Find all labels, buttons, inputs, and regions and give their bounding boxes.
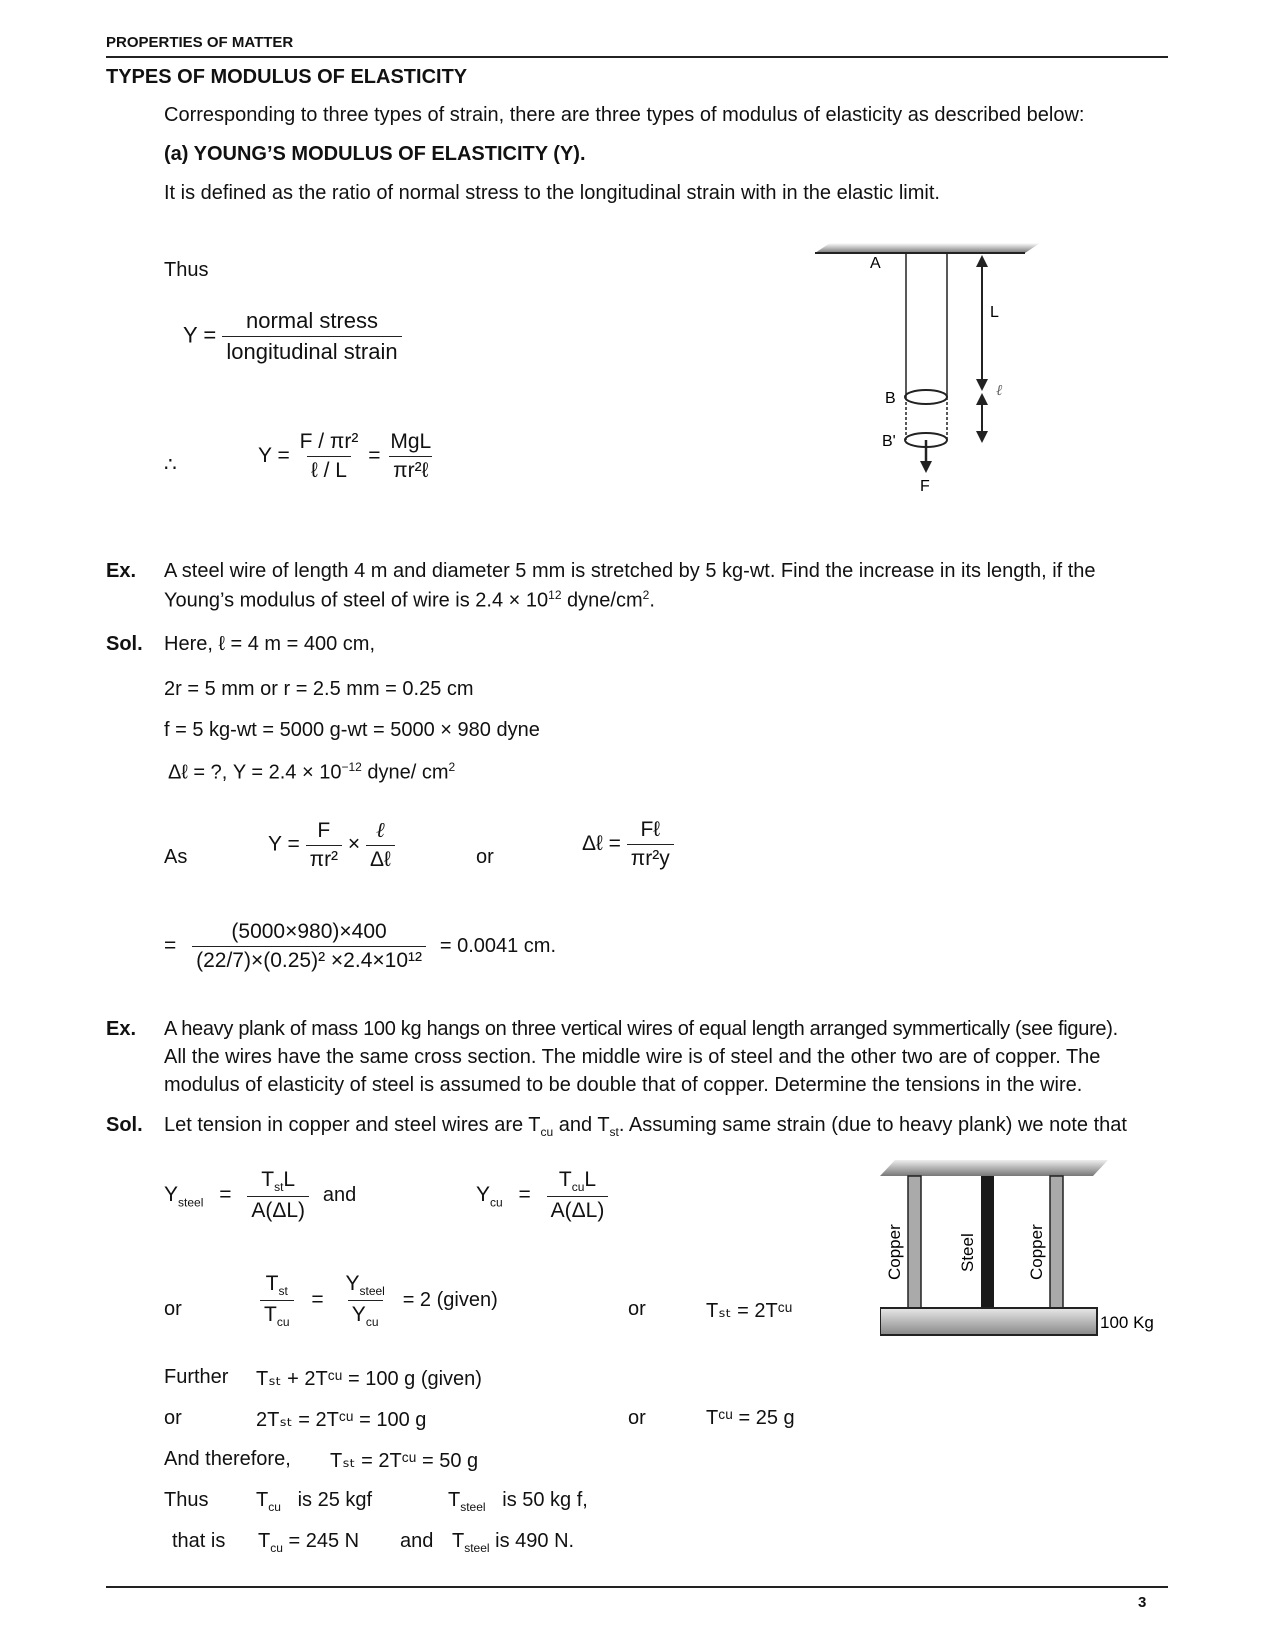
- subscript: st: [274, 1180, 284, 1195]
- label-F: F: [920, 478, 930, 495]
- text: . Assuming same strain (due to heavy plank) we note that: [618, 1114, 1127, 1136]
- eq-equals: =: [518, 1183, 531, 1207]
- solution-label: Sol.: [106, 633, 143, 655]
- text: L: [584, 1168, 597, 1191]
- exponent: −12: [341, 760, 362, 774]
- text: is 490 N.: [495, 1530, 575, 1552]
- subscript: cu: [540, 1125, 554, 1139]
- label-L: L: [990, 304, 999, 321]
- eq-denominator: Δℓ: [366, 845, 395, 872]
- eq-lhs: Δℓ =: [582, 832, 621, 856]
- header-rule: [106, 56, 1168, 58]
- eq-denominator: longitudinal strain: [222, 336, 401, 365]
- example2-line2: All the wires have the same cross section. The middle wire is of steel and the other two are of copper. The: [164, 1046, 1101, 1068]
- or-label: or: [628, 1298, 646, 1320]
- solution-label: Sol.: [106, 1114, 143, 1136]
- tension-copper-newton: $T_{cu} = 245$ N: [258, 1530, 360, 1555]
- copper-label-right: Copper: [1027, 1224, 1046, 1280]
- text: Let tension in copper and steel wires are T: [164, 1114, 541, 1136]
- example-label: Ex.: [106, 1018, 137, 1040]
- example2-line1: A heavy plank of mass 100 kg hangs on three vertical wires of equal length arranged symmertically (see figure).: [164, 1018, 1118, 1040]
- eq-numerator: ℓ: [376, 818, 385, 842]
- text: and T: [553, 1114, 610, 1136]
- thus-label: Thus: [164, 1489, 209, 1511]
- copper-wire-right: [1050, 1176, 1063, 1308]
- eq-lhs: Y =: [258, 444, 290, 468]
- eq-equals: =: [219, 1183, 232, 1207]
- label-l: ℓ: [996, 381, 1003, 399]
- and-label: and: [400, 1530, 434, 1552]
- tension-steel-newton: $T_{steel}$ is 490 N.: [452, 1530, 575, 1555]
- exponent: 2: [642, 588, 650, 602]
- text: T: [558, 1168, 572, 1191]
- text: is 25 kgf: [297, 1489, 373, 1511]
- example-label: Ex.: [106, 560, 137, 582]
- text: dyne/ cm: [361, 761, 449, 784]
- eq-numerator: F: [317, 818, 331, 842]
- wire-end-B: [905, 390, 947, 404]
- eq-result: = 2 (given): [402, 1289, 498, 1312]
- eq-lhs: =: [164, 934, 177, 958]
- subscript: steel: [178, 1195, 204, 1210]
- text: .: [649, 589, 655, 612]
- steel-wire: [981, 1176, 994, 1308]
- subscript: st: [609, 1125, 619, 1139]
- text: = 245 N: [288, 1530, 360, 1552]
- copper-label-left: Copper: [885, 1224, 904, 1280]
- eq-numerator: (5000×980)×400: [231, 920, 387, 943]
- equation-tst-equals-2tcu: Tₛₜ = 2Tᶜᵘ: [706, 1300, 793, 1322]
- eq-denominator: (22/7)×(0.25)² ×2.4×10¹²: [192, 946, 426, 973]
- subscript: cu: [571, 1180, 585, 1195]
- equation-tcu-result: Tᶜᵘ = 25 g: [706, 1407, 795, 1429]
- equation-young-expanded: [268, 818, 395, 872]
- solution1-line2: 2r = 5 mm or r = 2.5 mm = 0.25 cm: [164, 678, 474, 700]
- copper-wire-left: [908, 1176, 921, 1308]
- or-label: or: [628, 1407, 646, 1429]
- equation-sum-of-tensions: Tₛₜ + 2Tᶜᵘ = 100 g (given): [256, 1368, 482, 1390]
- ceiling-support: [815, 243, 1040, 253]
- eq-lhs: Y =: [268, 832, 300, 856]
- label-A: A: [870, 255, 881, 272]
- footer-rule: [106, 1586, 1168, 1588]
- or-label: or: [164, 1407, 182, 1429]
- therefore-symbol: ∴: [164, 454, 177, 476]
- as-label: As: [164, 846, 188, 868]
- or-label: or: [476, 846, 494, 868]
- ceiling-support: [880, 1160, 1108, 1176]
- solution1-line3: f = 5 kg-wt = 5000 g-wt = 5000 × 980 dyne: [164, 719, 540, 741]
- text: Δℓ = ?, Y = 2.4 × 10: [168, 761, 342, 784]
- eq-numerator: F / πr²: [299, 430, 359, 453]
- further-label: Further: [164, 1366, 229, 1388]
- intro-paragraph: Corresponding to three types of strain, there are three types of modulus of elasticity as described below:: [164, 104, 1085, 126]
- text: dyne/cm: [561, 589, 643, 612]
- eq-numerator: Fℓ: [640, 818, 661, 841]
- subscript: cu: [490, 1195, 503, 1210]
- equation-young-definition: [183, 308, 402, 365]
- equation-y-copper: [476, 1168, 608, 1223]
- solution1-line4: [168, 760, 455, 785]
- eq-times: ×: [347, 832, 361, 856]
- tension-steel-kgf: $T_{steel}$ is 50 kg f,: [448, 1489, 588, 1514]
- exponent: 12: [548, 588, 562, 602]
- example1-line1: A steel wire of length 4 m and diameter 5 mm is stretched by 5 kg-wt. Find the increase in its length, if the: [164, 560, 1096, 582]
- text: Young’s modulus of steel of wire is 2.4 × 10: [164, 589, 549, 612]
- eq-lhs: Y =: [183, 322, 217, 348]
- eq-numerator: normal stress: [245, 308, 379, 333]
- equation-y-steel: [164, 1168, 356, 1223]
- example1-line2: [164, 588, 655, 613]
- equation-tension-ratio: $\frac{T_{st}}{T_{cu}}$ = $\frac{Y_{steel}}{Y_{cu}}$ = 2 (given): [260, 1272, 498, 1329]
- plank-wires-diagram: [880, 1160, 1170, 1350]
- eq-equals: =: [368, 444, 381, 468]
- eq-denominator: πr²y: [627, 844, 674, 871]
- equation-numeric-result: [164, 920, 556, 973]
- steel-label: Steel: [958, 1233, 977, 1272]
- eq-denominator: ℓ / L: [307, 456, 351, 483]
- running-header: PROPERTIES OF MATTER: [106, 34, 294, 51]
- that-is-label: that is: [172, 1530, 226, 1552]
- text: is 50 kg f,: [502, 1489, 588, 1511]
- or-label: or: [164, 1298, 182, 1320]
- eq-result: = 0.0041 cm.: [439, 935, 557, 958]
- equation-extension: [582, 818, 674, 871]
- eq-denominator: A(ΔL): [547, 1196, 609, 1223]
- tension-copper-kgf: $T_{cu}$ is 25 kgf: [256, 1489, 373, 1514]
- eq-denominator: πr²: [306, 845, 342, 872]
- definition-text: It is defined as the ratio of normal stress to the longitudinal strain with in the elastic limit.: [164, 182, 940, 204]
- page-number: 3: [1138, 1594, 1147, 1611]
- solution2-line1: [164, 1114, 1127, 1139]
- plank: [880, 1308, 1097, 1335]
- equation-tst-result: Tₛₜ = 2Tᶜᵘ = 50 g: [330, 1450, 479, 1472]
- eq-denominator: πr²ℓ: [389, 456, 432, 483]
- therefore-label: And therefore,: [164, 1448, 291, 1470]
- text: L: [283, 1168, 296, 1191]
- equation-combined: 2Tₛₜ = 2Tᶜᵘ = 100 g: [256, 1409, 427, 1431]
- solution1-line1: Here, ℓ = 4 m = 400 cm,: [164, 633, 375, 655]
- and-label: and: [322, 1184, 357, 1207]
- text: Y: [476, 1183, 491, 1207]
- label-B: B: [885, 390, 896, 407]
- text: T: [261, 1168, 275, 1191]
- thus-label: Thus: [164, 259, 209, 281]
- eq-numerator: MgL: [390, 430, 432, 453]
- wire-stretch-diagram: [810, 235, 1060, 495]
- section-title: TYPES OF MODULUS OF ELASTICITY: [106, 66, 468, 88]
- mass-label: 100 Kg: [1100, 1313, 1154, 1332]
- equation-young-formula: [258, 430, 435, 483]
- example2-line3: modulus of elasticity of steel is assumed to be double that of copper. Determine the tensions in the wire.: [164, 1074, 1083, 1096]
- exponent: 2: [448, 760, 456, 774]
- text: Y: [164, 1183, 179, 1207]
- eq-denominator: A(ΔL): [247, 1196, 309, 1223]
- label-B-prime: B': [882, 433, 896, 450]
- subsection-title: (a) YOUNG’S MODULUS OF ELASTICITY (Y).: [164, 143, 586, 165]
